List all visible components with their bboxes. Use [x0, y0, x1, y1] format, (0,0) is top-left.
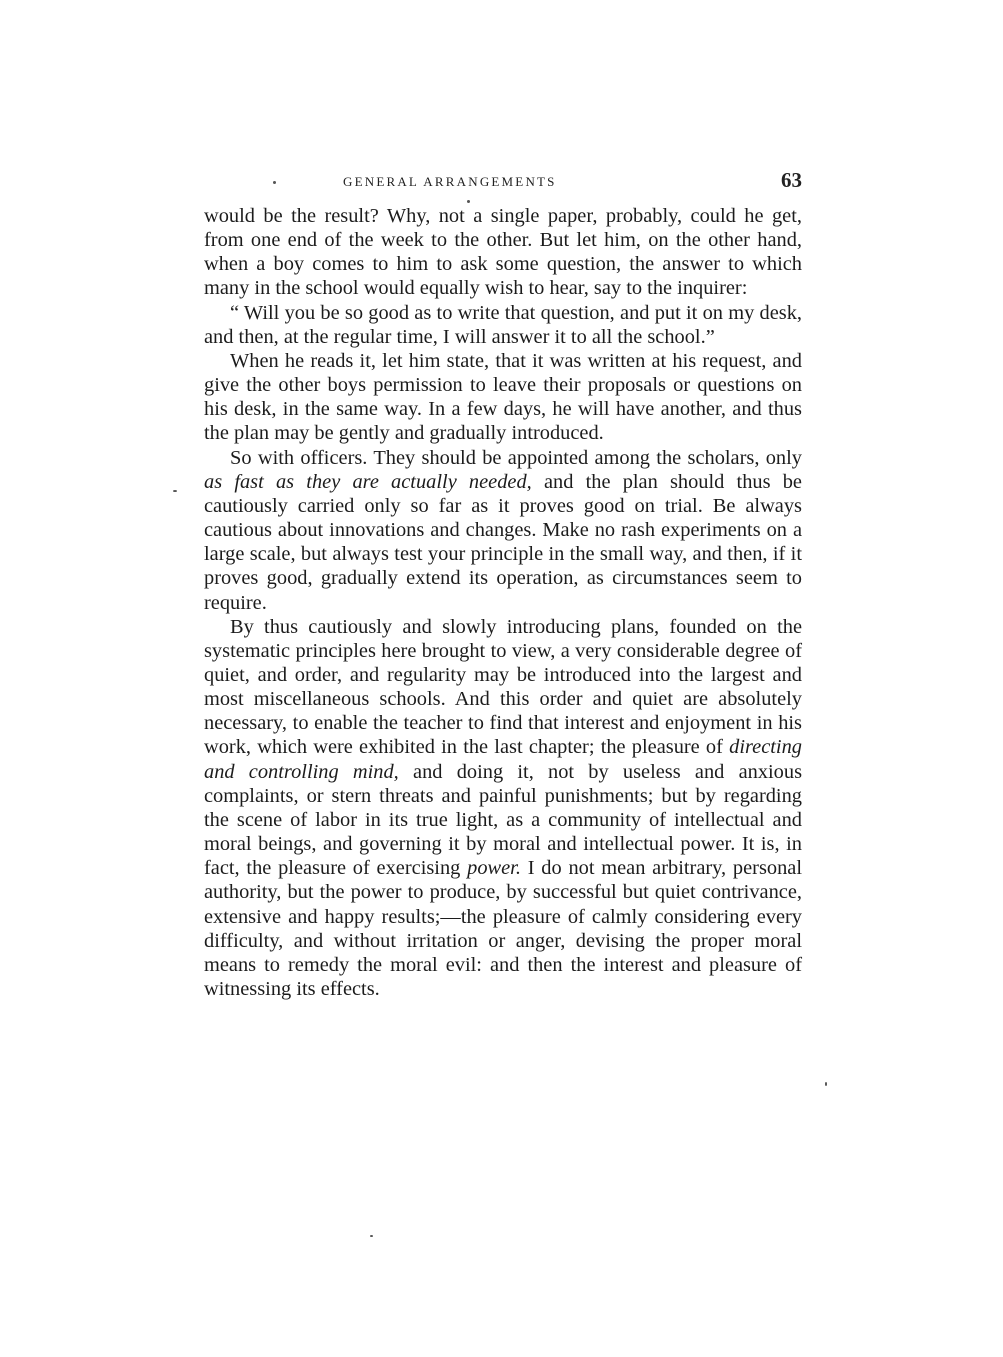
paragraph-4-italic: as fast as they are actually needed, — [204, 470, 532, 493]
paragraph-2-quote — [204, 301, 802, 349]
scan-speck — [173, 490, 177, 492]
paragraph-4 — [204, 446, 802, 615]
paragraph-4-text-a: So with officers. They should be appointed among the scholars, only — [230, 446, 802, 469]
paragraph-5 — [204, 615, 802, 1002]
paragraph-5-italic-b: power. — [467, 857, 521, 880]
paragraph-5-italic-a: directing and controlling mind, — [204, 736, 802, 783]
page-number: 63 — [781, 168, 802, 192]
paragraph-2-text: “ Will you be so good as to write that question, and put it on my desk, and then, at the regular time, I will answer it to all the school.” — [204, 301, 802, 348]
paragraph-1 — [204, 204, 802, 301]
paragraph-1-text: would be the result? Why, not a single paper, probably, could he get, from one end of the week to the other. But let him, on the other hand, when a boy comes to him to ask some question, the answer to which many in the school would equally wish to hear, say to the inquirer: — [204, 205, 802, 300]
scan-speck — [825, 1082, 827, 1086]
paragraph-5-text-c: I do not mean arbitrary, personal authority, but the power to produce, by successful but quiet contrivance, extensive and happy results;—the pleasure of calmly considering every difficulty, and without irritation or anger, devising the proper moral means to remedy the moral evil: and then the interest and pleasure of witnessing its effects. — [204, 857, 802, 1000]
paragraph-4-text-b: and the plan should thus be cautiously carried only so far as it proves good on trial. Be always cautious about innovations and changes. Make no rash experiments on a large scale, but always test your principle in the small way, and then, if it proves good, gradually extend its operation, as circumstances seem to require. — [204, 470, 802, 614]
scan-speck — [370, 1235, 373, 1237]
paragraph-3-text: When he reads it, let him state, that it was written at his request, and give the other boys permission to leave their proposals or questions on his desk, in the same way. In a few days, he will have another, and thus the plan may be gently and gradually introduced. — [204, 349, 802, 445]
running-head — [204, 168, 802, 196]
paragraph-3 — [204, 349, 802, 446]
paragraph-5-text-b: and doing it, not by useless and anxious complaints, or stern threats and painful punishments; but by regarding the scene of labor in its true light, as a community of intellectual and moral beings, and governing it by moral and intellectual power. It is, in fact, the pleasure of exercising — [204, 760, 803, 880]
body-text — [204, 204, 802, 1001]
book-page — [204, 168, 802, 1001]
paragraph-5-text-a: By thus cautiously and slowly introducing plans, founded on the systematic principles here brought to view, a very considerable degree of quiet, and order, and regularity may be introduced into the largest and most miscellaneous schools. And this order and quiet are absolutely necessary, to enable the teacher to find that interest and enjoyment in his work, which were exhibited in the last chapter; the pleasure of — [204, 615, 802, 759]
scan-speck — [273, 181, 276, 184]
running-title: GENERAL ARRANGEMENTS — [343, 174, 557, 189]
scan-speck — [467, 200, 470, 203]
